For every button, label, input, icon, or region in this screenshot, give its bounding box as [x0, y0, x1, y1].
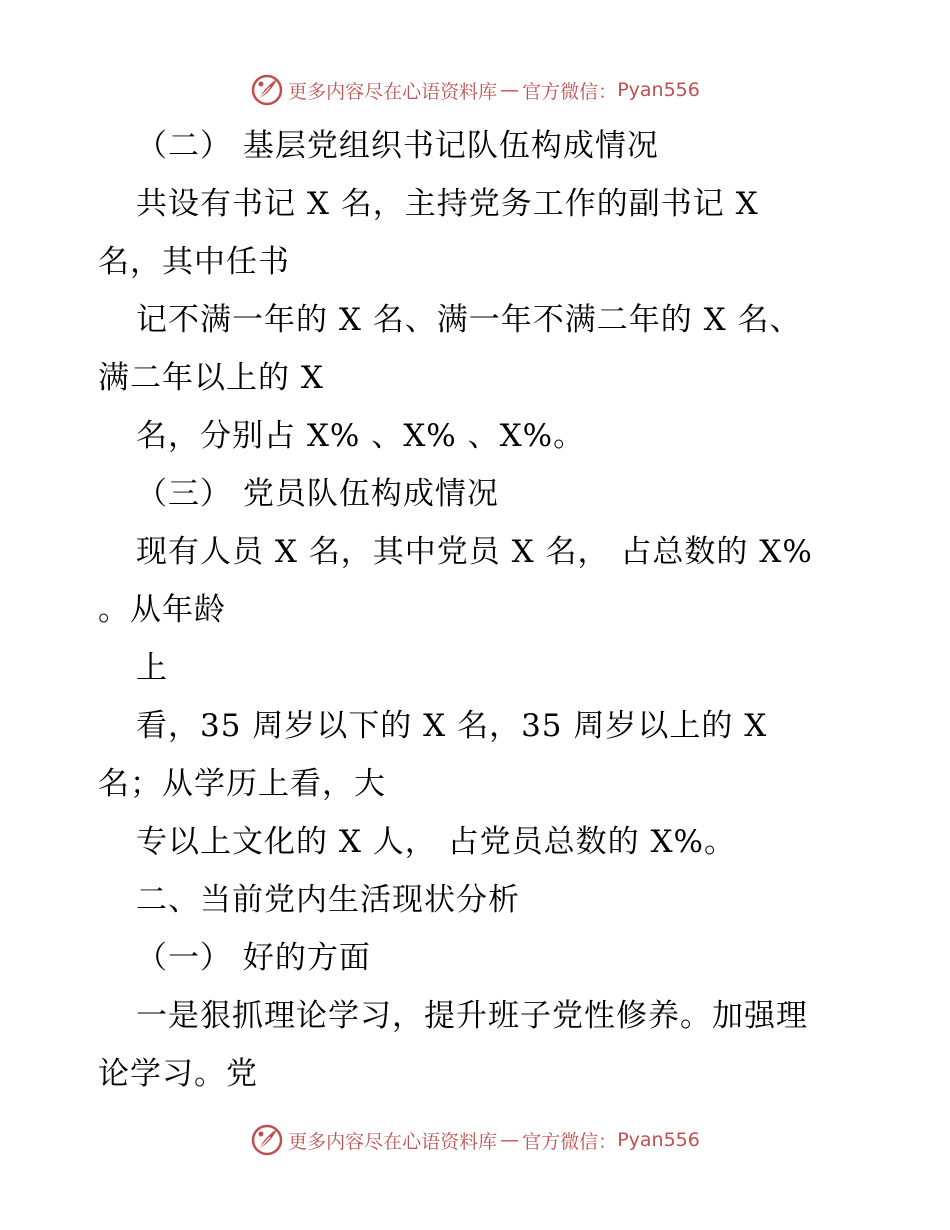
- watermark-account-id: Pyan556: [617, 79, 700, 101]
- watermark-main-text: 更多内容尽在心语资料库: [288, 1130, 498, 1153]
- body-line: 记不满一年的 X 名、满一年不满二年的 X 名、: [136, 302, 802, 338]
- body-line: 看，35 周岁以下的 X 名，35 周岁以上的 X: [136, 708, 768, 744]
- watermark-dash: —: [500, 1129, 520, 1151]
- body-line: 一是狠抓理论学习，提升班子党性修养。加强理: [136, 998, 808, 1034]
- watermark-channel-label: 官方微信: [522, 80, 599, 103]
- body-line: 名；从学历上看，大: [98, 766, 386, 802]
- feather-pen-logo-icon: [250, 73, 284, 107]
- section-heading-two: （二） 基层党组织书记队伍构成情况: [136, 128, 659, 164]
- footer-watermark: [0, 1120, 950, 1160]
- header-watermark: [0, 70, 950, 110]
- watermark-channel-label: 官方微信: [522, 1130, 599, 1153]
- watermark-separator: ：: [598, 80, 618, 103]
- watermark-dash: —: [500, 79, 520, 101]
- body-line: 名，其中任书: [98, 244, 290, 280]
- section-heading-analysis: 二、当前党内生活现状分析: [136, 882, 520, 918]
- body-line: 满二年以上的 X: [98, 360, 324, 396]
- watermark-separator: ：: [598, 1130, 618, 1153]
- section-heading-one: （一） 好的方面: [136, 940, 371, 976]
- body-line: 。从年龄: [98, 592, 226, 628]
- body-line: 名，分别占 X% 、X% 、X%。: [136, 418, 586, 454]
- body-line: 共设有书记 X 名，主持党务工作的副书记 X: [136, 186, 759, 222]
- watermark-main-text: 更多内容尽在心语资料库: [288, 80, 498, 103]
- watermark-account-id: Pyan556: [617, 1129, 700, 1151]
- body-line: 现有人员 X 名，其中党员 X 名， 占总数的 X%: [136, 534, 813, 570]
- body-line: 专以上文化的 X 人， 占党员总数的 X%。: [136, 824, 737, 860]
- feather-pen-logo-icon: [250, 1123, 284, 1157]
- body-line: 论学习。党: [98, 1056, 258, 1092]
- body-line: 上: [136, 650, 168, 686]
- section-heading-three: （三） 党员队伍构成情况: [136, 476, 499, 512]
